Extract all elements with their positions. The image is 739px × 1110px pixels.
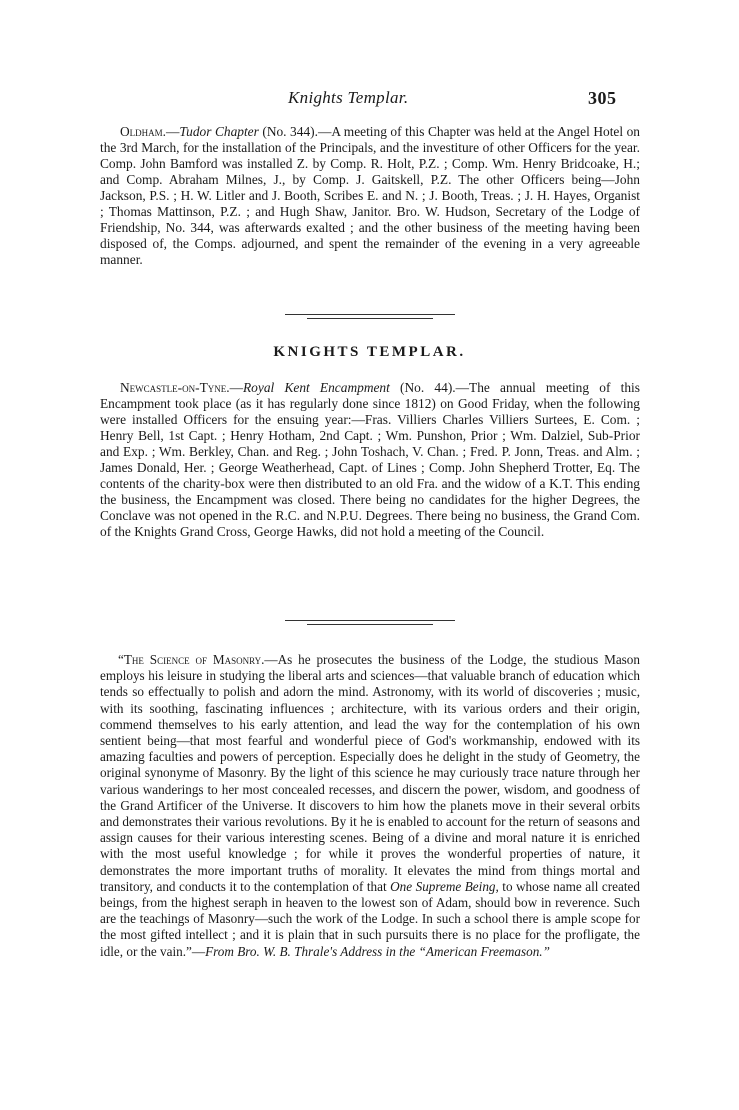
- oldham-dash: —: [166, 124, 180, 139]
- newcastle-place: Newcastle-on-Tyne.: [120, 380, 230, 395]
- newcastle-dash: —: [229, 380, 243, 395]
- oldham-report: [100, 124, 640, 268]
- page-header: [0, 88, 739, 110]
- science-of-masonry-excerpt: [100, 652, 640, 960]
- oldham-body: (No. 344).—A meeting of this Chapter was held at the Angel Hotel on the 3rd March, for the installation of the Principals, and the investiture of other Officers for the year. Comp. John Bamford was installed Z. by Comp. R. Holt, P.Z. ; Comp. Wm. Henry Bridcoake, H.; and Comp. Abraham Milnes, J., by Comp. J. Gaitskell, P.Z. The other Officers being—John Jackson, P.S. ; H. W. Litler and J. Booth, Scribes E. and N. ; J. Booth, Treas. ; J. H. Hayes, Organist ; Thomas Mattinson, P.Z. ; and Hugh Shaw, Janitor. Bro. W. Hudson, Secretary of the Lodge of Friendship, No. 344, was afterwards exalted ; and the other business of the meeting having been disposed of, the Comps. adjourned, and spent the remainder of the evening in a very agreeable manner.: [100, 124, 640, 268]
- running-title: Knights Templar.: [288, 88, 409, 107]
- oldham-chapter-name: Tudor Chapter: [179, 124, 259, 139]
- excerpt-source: From Bro. W. B. Thrale's Address in the “American Freemason.”: [205, 943, 550, 959]
- newcastle-encampment-name: Royal Kent Encampment: [243, 380, 390, 395]
- page-number: 305: [588, 88, 617, 108]
- divider-line: [307, 318, 433, 319]
- newcastle-body: (No. 44).—The annual meeting of this Encampment took place (as it has regularly done since 1812) on Good Friday, when the following were installed Officers for the ensuing year:—Fras. Villiers Charles Villiers Surtees, E. Com. ; Henry Bell, 1st Capt. ; Henry Hotham, 2nd Capt. ; Wm. Punshon, Prior ; Wm. Dalziel, Sub-Prior and Exp. ; Wm. Berkley, Chan. and Reg. ; John Toshach, V. Chan. ; Fred. P. Jonn, Treas. and Alm. ; James Donald, Her. ; George Weatherhead, Capt. of Lines ; Comp. John Shepherd Trotter, Eq. The contents of the charity-box were then distributed to an old Fra. and the widow of a K.T. This ending the business, the Encampment was closed. There being no candidates for the higher Degrees, the Conclave was not opened in the R.C. and N.P.U. Degrees. There being no business, the Grand Com. of the Knights Grand Cross, George Hawks, did not hold a meeting of the Council.: [100, 380, 640, 540]
- excerpt-body-b: to whose name all created beings, from the highest seraph in heaven to the lowest son of Adam, should bow in reverence. Such are the teachings of Masonry—such the work of the Lodge. In such a school there is ample scope for the most gifted intellect ; and it is plain that in such pursuits there is no place for the profligate, the idle, or the vain.”—: [100, 878, 640, 959]
- section-divider-bottom: [285, 620, 455, 628]
- open-quote: “: [118, 652, 124, 667]
- newcastle-report: [100, 380, 640, 540]
- divider-line: [307, 624, 433, 625]
- section-heading: KNIGHTS TEMPLAR.: [273, 344, 466, 360]
- divider-line: [285, 620, 455, 621]
- section-divider-top: [285, 314, 455, 322]
- excerpt-body-a: —As he prosecutes the business of the Lodge, the studious Mason employs his leisure in studying the liberal arts and sciences—that valuable branch of education which tends so effectually to polish and adorn the mind. Astronomy, with its world of discoveries ; music, with its soothing, fascinating influences ; architecture, with its various orders and their origin, commend themselves to his early attention, and lead the way for the contemplation of his own sentient being—that most fearful and wonderful piece of God's workmanship, endowed with its amazing faculties and powers of perception. Especially does he delight in the study of Geometry, the original synonyme of Masonry. By the light of this science he may curiously trace nature through her various wanderings to her most concealed recesses, and discern the power, wisdom, and goodness of the Grand Artificer of the Universe. It discovers to him how the planets move in their several orbits and demonstrates their various revolutions. By it he is enabled to account for the return of seasons and assign causes for their various interesting scenes. Being of a divine and moral nature it is enriched with the most useful knowledge ; for while it proves the wonderful properties of nature, it demonstrates the more important truths of morality. It elevates the mind from things mortal and transitory, and conducts it to the contemplation of that: [100, 652, 640, 894]
- oldham-place: Oldham.: [120, 124, 167, 139]
- divider-line: [285, 314, 455, 315]
- excerpt-title: The Science of Masonry.: [123, 652, 265, 667]
- excerpt-supreme-being: One Supreme Being,: [390, 878, 499, 894]
